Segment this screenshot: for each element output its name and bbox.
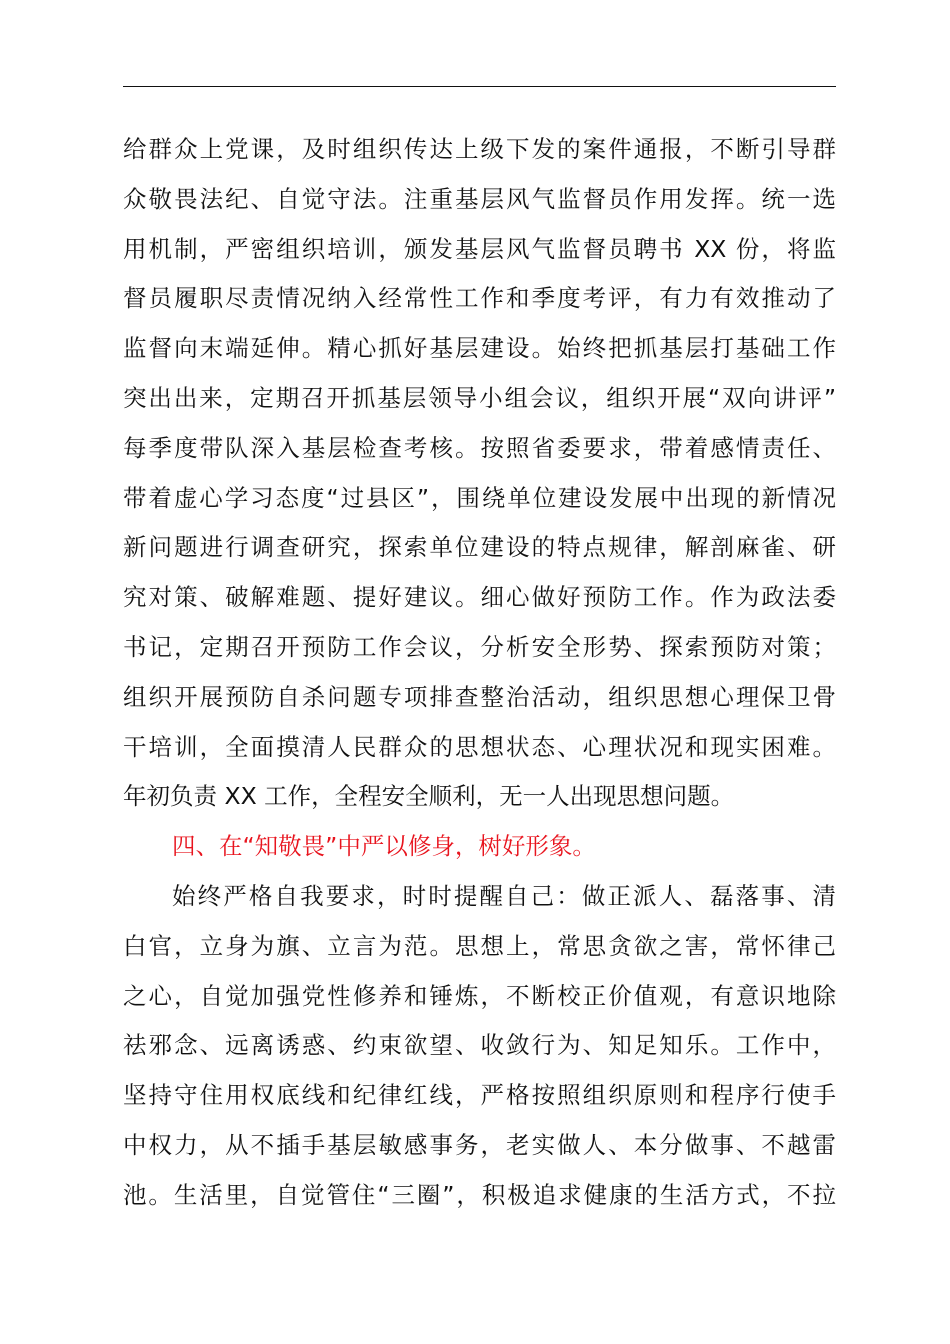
text-line: 突出出来，定期召开抓基层领导小组会议，组织开展“双向讲评”: [123, 383, 836, 412]
text-line: 白官，立身为旗、立言为范。思想上，常思贪欲之害，常怀律己: [123, 931, 836, 960]
text-line: 带着虚心学习态度“过县区”，围绕单位建设发展中出现的新情况: [123, 483, 836, 512]
text-line: 池。生活里，自觉管住“三圈”，积极追求健康的生活方式，不拉: [123, 1180, 836, 1209]
text-line: 中权力，从不插手基层敏感事务，老实做人、本分做事、不越雷: [123, 1130, 836, 1159]
text-line: 每季度带队深入基层检查考核。按照省委要求，带着感情责任、: [123, 433, 836, 462]
text-line: 督员履职尽责情况纳入经常性工作和季度考评，有力有效推动了: [123, 284, 836, 313]
text-line: 之心，自觉加强党性修养和锤炼，不断校正价值观，有意识地除: [123, 981, 836, 1010]
text-line: 新问题进行调查研究，探索单位建设的特点规律，解剖麻雀、研: [123, 533, 836, 562]
text-line: 干培训，全面摸清人民群众的思想状态、心理状况和现实困难。: [123, 732, 836, 761]
text-line: 给群众上党课，及时组织传达上级下发的案件通报，不断引导群: [123, 135, 836, 163]
text-line: 监督向末端延伸。精心抓好基层建设。始终把抓基层打基础工作: [123, 334, 836, 363]
section-heading: 四、在“知敬畏”中严以修身，树好形象。: [172, 832, 596, 861]
text-line: 书记，定期召开预防工作会议，分析安全形势、探索预防对策；: [123, 632, 836, 661]
text-line: 究对策、破解难题、提好建议。细心做好预防工作。作为政法委: [123, 583, 836, 612]
text-line: 组织开展预防自杀问题专项排查整治活动，组织思想心理保卫骨: [123, 682, 836, 711]
text-line: 用机制，严密组织培训，颁发基层风气监督员聘书 XX 份，将监: [123, 234, 836, 263]
text-line: 年初负责 XX 工作，全程安全顺利，无一人出现思想问题。: [123, 782, 735, 811]
document-body: [123, 125, 836, 1221]
section-paragraph: [123, 872, 836, 1221]
header-rule: [123, 86, 836, 87]
text-line: 祛邪念、远离诱惑、约束欲望、收敛行为、知足知乐。工作中，: [123, 1031, 836, 1060]
text-line: 众敬畏法纪、自觉守法。注重基层风气监督员作用发挥。统一选: [123, 184, 836, 213]
paragraph-continuation: [123, 125, 836, 822]
text-line: 始终严格自我要求，时时提醒自己：做正派人、磊落事、清: [172, 881, 836, 910]
text-line: 坚持守住用权底线和纪律红线，严格按照组织原则和程序行使手: [123, 1081, 836, 1110]
